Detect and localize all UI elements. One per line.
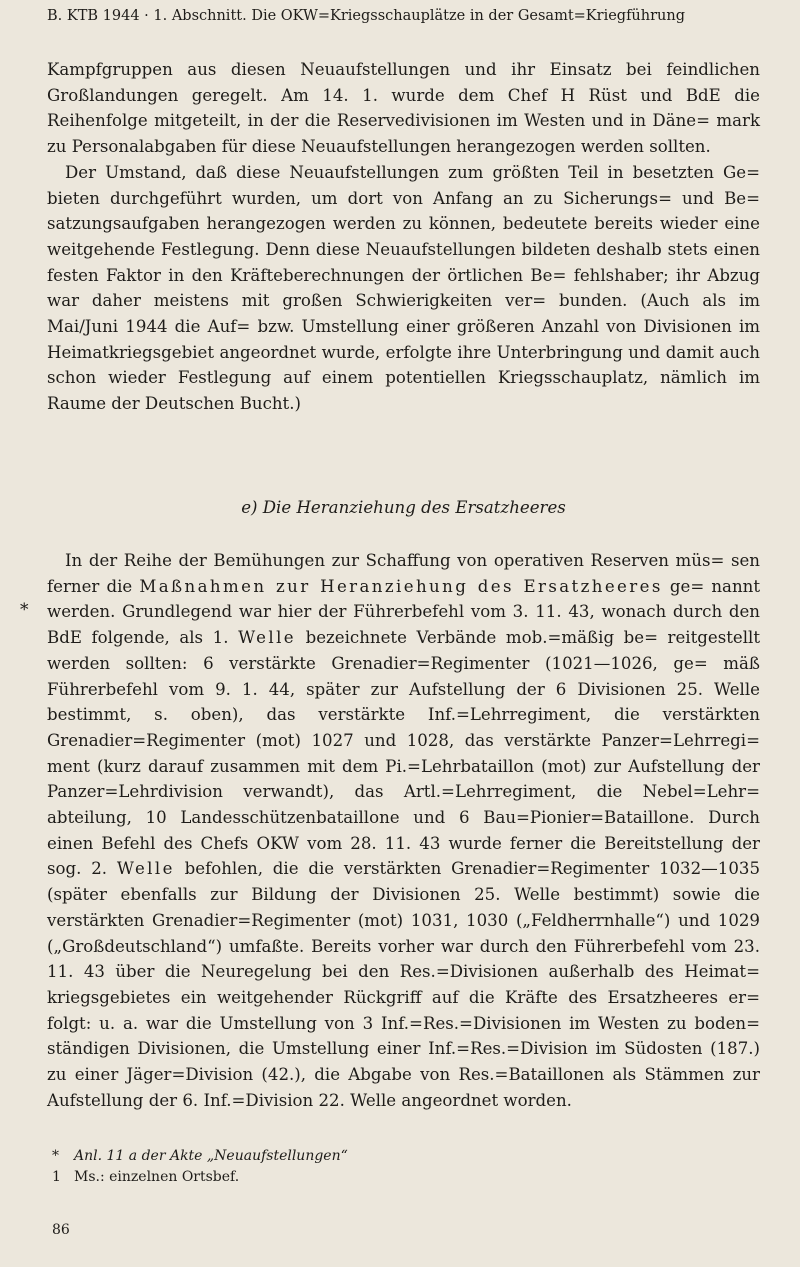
paragraph-continued: Kampfgruppen aus diesen Neuaufstellungen und ihr Einsatz bei feindlichen Großlandungen geregelt. Am 14. 1. wurde dem Chef H Rüst und BdE die Reihenfolge mitgeteilt, in der die Reservedivisionen im Westen und in Däne= mark zu Personalabgaben für diese Neuaufstellungen herangezogen werden sollten. (47, 60, 760, 157)
footnote (52, 1167, 348, 1188)
text-run: bezeichnete Verbände mob.=mäßig be= reitgestellt werden sollten: 6 verstärkte Grenadier=Regimenter (1021—1026, ge= mäß Führerbefehl vom 9. 1. 44, später zur Aufstellung der 6 Divisionen 25. Welle bestimmt, s. oben), das verstärkte Inf.=Lehrregiment, die verstärkten Grenadier=Regimenter (mot) 1027 und 1028, das verstärkte Panzer=Lehrregi= ment (kurz darauf zusammen mit dem Pi.=Lehrbataillon (mot) zur Aufstellung der Panzer=Lehrdivision verwandt), das Artl.=Lehrregiment, die Nebel=Lehr= abteilung, 10 Landesschützenbataillone und 6 Bau=Pionier=Bataillone. Durch einen Befehl des Chefs OKW vom 28. 11. 43 wurde ferner die Bereitstellung der sog. 2. (47, 628, 761, 879)
emphasized-text: Welle (238, 628, 297, 648)
running-head: B. KTB 1944 · 1. Abschnitt. Die OKW=Kriegsschauplätze in der Gesamt=Kriegführung (47, 8, 685, 24)
section-heading-e: e) Die Heranziehung des Ersatzheeres (241, 498, 566, 517)
body-text-block-1 (47, 57, 760, 417)
page-number: 86 (52, 1222, 70, 1238)
emphasized-text: Maßnahmen zur Heranziehung des Ersatzheeres (139, 576, 663, 596)
body-text-block-2 (47, 548, 760, 1113)
margin-footnote-marker: * (20, 600, 29, 620)
footnote (52, 1146, 348, 1167)
paragraph-ersatzheer (47, 548, 760, 1113)
text-run: befohlen, die die verstärkten Grenadier=Regimenter 1032—1035 (später ebenfalls zur Bildung der Divisionen 25. Welle bestimmt) sowie die verstärkten Grenadier=Regimenter (mot) 1031, 1030 („Feldherrnhalle“) und 1029 („Großdeutschland“) umfaßte. Bereits vorher war durch den Führerbefehl vom 23. 11. 43 über die Neuregelung bei den Res.=Divisionen außerhalb des Heimat= kriegsgebietes ein weitgehender Rückgriff auf die Kräfte des Ersatzheeres er= folgt: u. a. war die Umstellung von 3 Inf.=Res.=Divisionen im Westen zu boden= ständigen Divisionen, die Umstellung einer Inf.=Res.=Division im Südosten (187.) zu einer Jäger=Division (42.), die Abgabe von Res.=Bataillonen als Stämmen zur Aufstellung der 6. Inf.=Division 22. Welle angeordnet worden. (47, 859, 760, 1110)
paragraph-umstand: Der Umstand, daß diese Neuaufstellungen zum größten Teil in besetzten Ge= bieten durchgeführt wurden, um dort von Anfang an zu Sicherungs= und Be= satzungsaufgaben herangezogen werden zu können, bedeutete bereits wieder eine weitgehende Festlegung. Denn diese Neuaufstellungen bildeten deshalb stets einen festen Faktor in den Kräfteberechnungen der örtlichen Be= fehlshaber; ihr Abzug war daher meistens mit großen Schwierigkeiten ver= bunden. (Auch als im Mai/Juni 1944 die Auf= bzw. Umstellung einer größeren Anzahl von Divisionen im Heimatkriegsgebiet angeordnet wurde, erfolgte ihre Unterbringung und damit auch schon wieder Festlegung auf einem potentiellen Kriegsschauplatz, nämlich im Raume der Deutschen Bucht.) (47, 162, 760, 414)
emphasized-text: Welle (116, 859, 175, 879)
footnote-text: Ms.: einzelnen Ortsbef. (74, 1169, 240, 1185)
footnote-mark: 1 (52, 1169, 61, 1185)
footnotes (52, 1146, 348, 1188)
text-run: In der Reihe der Bemühungen zur Schaffung von operativen Reserven müs= sen ferner die (47, 551, 760, 596)
text-run: ge= nannt werden. Grundlegend war hier der Führerbefehl vom 3. 11. 43, wonach durch den BdE folgende, als 1. (47, 576, 760, 648)
footnote-mark: * (52, 1148, 59, 1164)
footnote-text: Anl. 11 a der Akte „Neuaufstellungen“ (74, 1148, 348, 1164)
